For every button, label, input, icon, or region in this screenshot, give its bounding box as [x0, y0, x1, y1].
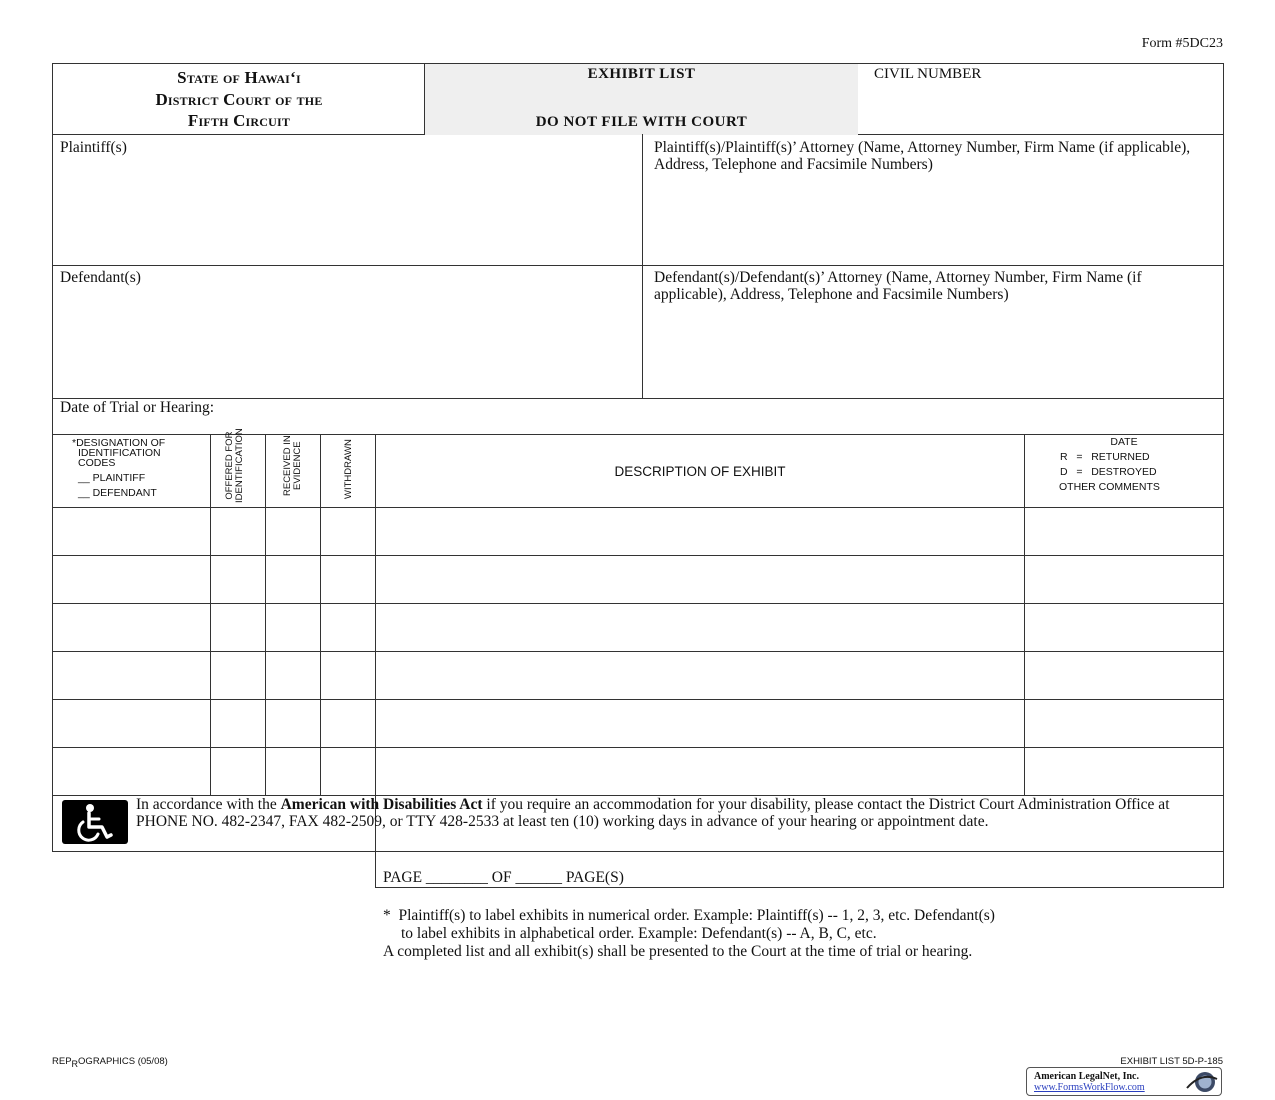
withdrawn-cell[interactable] [321, 652, 375, 699]
designation-line-2: IDENTIFICATION [78, 447, 161, 459]
page-of-pages[interactable]: PAGE ________ OF ______ PAGE(S) [383, 869, 624, 886]
court-line-2: District Court of the [155, 89, 323, 109]
description-cell[interactable] [376, 652, 1024, 699]
received-in-evidence-header: RECEIVED IN EVIDENCE [282, 435, 303, 496]
court-line-1: State of Hawaiʻi [177, 68, 301, 87]
form-number: Form #5DC23 [1141, 36, 1223, 51]
offered-cell[interactable] [211, 652, 265, 699]
offered-cell[interactable] [211, 748, 265, 795]
vendor-url[interactable]: www.FormsWorkFlow.com [1034, 1082, 1145, 1093]
note-line-3: A completed list and all exhibit(s) shall be presented to the Court at the time of trial or hearing. [383, 943, 973, 960]
received-cell[interactable] [266, 604, 320, 651]
date-comments-cell[interactable] [1025, 556, 1223, 603]
wheelchair-icon [62, 800, 128, 844]
exhibit-list-box [425, 64, 858, 135]
received-cell[interactable] [266, 508, 320, 555]
description-cell[interactable] [376, 508, 1024, 555]
reprographics-footer: $REP_ROGRAPHICS$ (05/08) [52, 1056, 168, 1069]
date-label: DATE [1110, 436, 1138, 448]
page-box-bottom [375, 887, 1224, 888]
parties-row-divider [52, 265, 1224, 266]
date-comments-cell[interactable] [1025, 508, 1223, 555]
civil-number-label: CIVIL NUMBER [874, 66, 982, 82]
offered-cell[interactable] [211, 700, 265, 747]
description-cell[interactable] [376, 748, 1024, 795]
plaintiff-label: Plaintiff(s) [60, 139, 127, 156]
returned-legend: R = RETURNED [1060, 451, 1150, 463]
ada-act-name: American with Disabilities Act [280, 796, 483, 813]
description-cell[interactable] [376, 556, 1024, 603]
designation-cell[interactable] [53, 652, 210, 699]
note-line-1: * Plaintiff(s) to label exhibits in numerical order. Example: Plaintiff(s) -- 1, 2, 3, etc. Defendant(s) [383, 907, 995, 924]
exhibit-list-title: EXHIBIT LIST [587, 66, 696, 82]
defendant-attorney-label: Defendant(s)/Defendant(s)’ Attorney (Name, Attorney Number, Firm Name (if applicable), Address, Telephone and Facsimile Numbers) [654, 269, 1142, 303]
date-of-trial-label: Date of Trial or Hearing: [60, 399, 215, 416]
received-cell[interactable] [266, 748, 320, 795]
date-comments-header [1026, 437, 1222, 492]
vendor-name: American LegalNet, Inc. [1034, 1071, 1139, 1082]
do-not-file-notice: DO NOT FILE WITH COURT [535, 114, 748, 130]
defendant-label: Defendant(s) [60, 269, 141, 286]
offered-cell[interactable] [211, 556, 265, 603]
designation-cell[interactable] [53, 556, 210, 603]
designation-header [72, 438, 208, 498]
ada-bottom [52, 851, 1224, 852]
instructions-notes [383, 907, 1223, 961]
designation-line-3: CODES [78, 457, 116, 469]
date-comments-cell[interactable] [1025, 652, 1223, 699]
date-of-trial-field[interactable] [270, 400, 1210, 428]
withdrawn-cell[interactable] [321, 604, 375, 651]
court-name-block [53, 64, 425, 135]
withdrawn-cell[interactable] [321, 700, 375, 747]
description-cell[interactable] [376, 604, 1024, 651]
designation-cell[interactable] [53, 508, 210, 555]
date-comments-cell[interactable] [1025, 748, 1223, 795]
civil-number-field[interactable] [874, 88, 1214, 128]
date-comments-cell[interactable] [1025, 700, 1223, 747]
designation-plaintiff-option[interactable]: __ PLAINTIFF [78, 472, 146, 484]
withdrawn-cell[interactable] [321, 748, 375, 795]
plaintiff-attorney-field[interactable] [648, 178, 1218, 260]
designation-line-1: *DESIGNATION OF [72, 437, 166, 449]
withdrawn-cell[interactable] [321, 508, 375, 555]
ada-notice-text: In accordance with the American with Disabilities Act if you require an accommodation for your disability, please contact the District Court Administration Office at PHONE NO. 482-2347, FAX 482-2509, or TTY 428-2533 at least ten (10) working days in advance of your hearing or appointment date. [136, 796, 1170, 830]
received-cell[interactable] [266, 556, 320, 603]
frame-right-border [1223, 63, 1224, 888]
parties-divider [642, 134, 643, 399]
description-cell[interactable] [376, 700, 1024, 747]
court-line-3: Fifth Circuit [187, 111, 291, 130]
defendant-field[interactable] [56, 290, 638, 392]
offered-cell[interactable] [211, 604, 265, 651]
parties-bottom [52, 398, 1224, 399]
designation-defendant-option[interactable]: __ DEFENDANT [78, 487, 157, 499]
received-cell[interactable] [266, 700, 320, 747]
form-code-footer: EXHIBIT LIST 5D-P-185 [1120, 1056, 1223, 1067]
date-comments-cell[interactable] [1025, 604, 1223, 651]
vendor-globe-icon [1185, 1070, 1219, 1099]
received-cell[interactable] [266, 652, 320, 699]
designation-cell[interactable] [53, 604, 210, 651]
offered-for-identification-header: OFFERED FOR IDENTIFICATION [224, 428, 245, 503]
plaintiff-field[interactable] [56, 160, 638, 260]
withdrawn-cell[interactable] [321, 556, 375, 603]
note-line-2: to label exhibits in alphabetical order. Example: Defendant(s) -- A, B, C, etc. [401, 925, 877, 942]
withdrawn-header: WITHDRAWN [343, 439, 354, 499]
vendor-badge[interactable] [1026, 1067, 1222, 1096]
defendant-attorney-field[interactable] [648, 322, 1218, 392]
other-comments-label: OTHER COMMENTS [1059, 481, 1160, 493]
destroyed-legend: D = DESTROYED [1060, 466, 1157, 478]
offered-cell[interactable] [211, 508, 265, 555]
designation-cell[interactable] [53, 748, 210, 795]
description-header: DESCRIPTION OF EXHIBIT [614, 464, 786, 479]
designation-cell[interactable] [53, 700, 210, 747]
plaintiff-attorney-label: Plaintiff(s)/Plaintiff(s)’ Attorney (Name, Attorney Number, Firm Name (if applicable), Address, Telephone and Facsimile Numbers) [654, 139, 1191, 173]
